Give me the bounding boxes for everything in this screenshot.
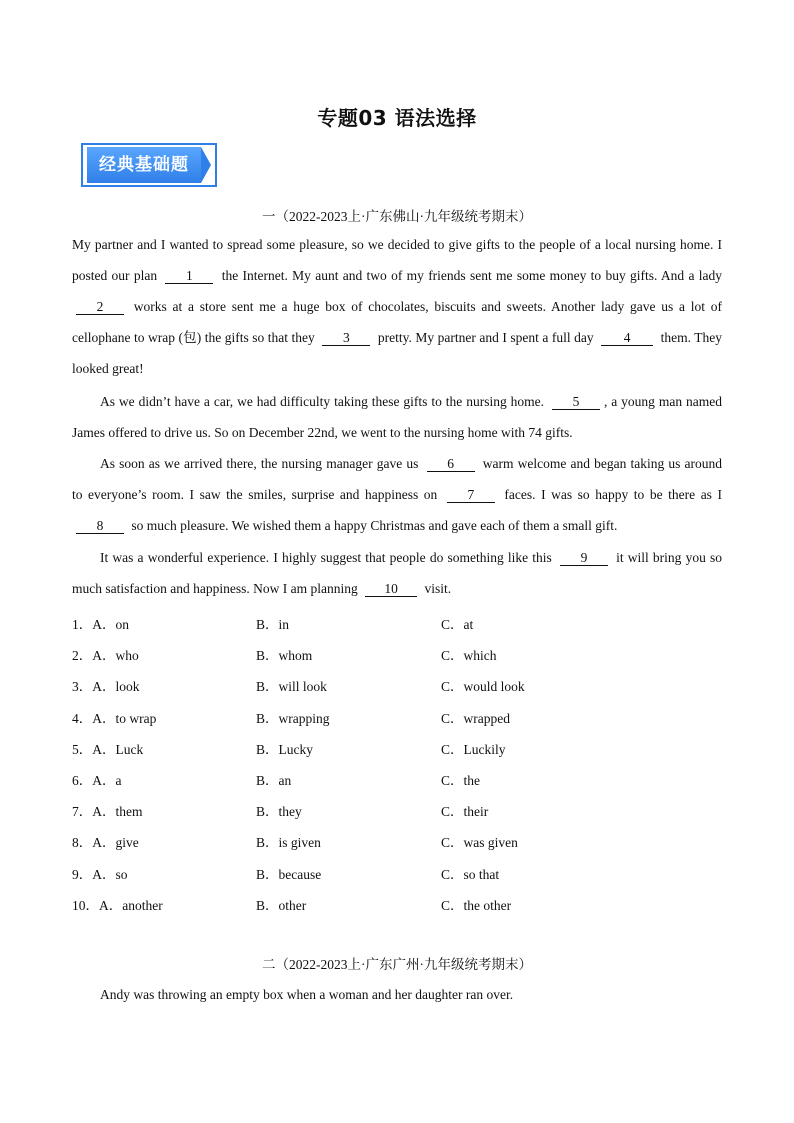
- passage-text: Andy was throwing an empty box when a woman and her daughter ran over.: [100, 987, 514, 1002]
- passage-text: pretty. My partner and I spent a full day: [377, 330, 594, 345]
- banner-arrow: [201, 147, 211, 183]
- banner-label: 经典基础题: [99, 155, 189, 175]
- blank-8[interactable]: 8: [76, 519, 124, 534]
- passage-text: As we didn’t have a car, we had difficulty taking these gifts to the nursing home.: [100, 394, 545, 409]
- passage-paragraph-4: [72, 542, 722, 604]
- option-a[interactable]: 9．A．so: [72, 866, 128, 882]
- option-c[interactable]: C．was given: [441, 835, 518, 851]
- answer-options: [72, 605, 752, 917]
- passage-text: so much pleasure. We wished them a happy Christmas and gave each of them a small gift.: [131, 518, 618, 533]
- question-row: [72, 605, 752, 636]
- option-c[interactable]: C．so that: [441, 866, 500, 882]
- question-row: [72, 667, 752, 698]
- option-b[interactable]: B．because: [256, 866, 322, 882]
- question-row: [72, 823, 752, 854]
- passage-text: faces. I was so happy to be there as I: [504, 487, 722, 502]
- question-row: [72, 730, 752, 761]
- option-b[interactable]: B．is given: [256, 835, 321, 851]
- option-a[interactable]: 4．A．to wrap: [72, 710, 157, 726]
- passage-paragraph-2: [72, 386, 722, 448]
- option-a[interactable]: 3．A．look: [72, 679, 140, 695]
- option-b[interactable]: B．whom: [256, 648, 313, 664]
- blank-7[interactable]: 7: [447, 488, 495, 503]
- option-a[interactable]: 7．A．them: [72, 804, 143, 820]
- option-b[interactable]: B．will look: [256, 679, 327, 695]
- option-b[interactable]: B．wrapping: [256, 710, 330, 726]
- blank-5[interactable]: 5: [552, 395, 600, 410]
- blank-9[interactable]: 9: [560, 551, 608, 566]
- question-row: [72, 886, 752, 917]
- passage-text: it will bring you so much satisfaction and happiness. Now I am planning: [72, 550, 722, 596]
- question-row: [72, 761, 752, 792]
- option-c[interactable]: C．the other: [441, 897, 512, 913]
- option-a[interactable]: 5．A．Luck: [72, 741, 144, 757]
- question-row: [72, 855, 752, 886]
- section-2-heading: 二（2022-2023上·广东广州·九年级统考期末）: [262, 957, 532, 972]
- passage-text: My partner and I wanted to spread some pleasure, so we decided to give gifts to the people of a local nursing home. I posted our plan: [72, 237, 722, 283]
- blank-3[interactable]: 3: [322, 331, 370, 346]
- blank-4[interactable]: 4: [601, 331, 653, 346]
- option-b[interactable]: B．Lucky: [256, 741, 313, 757]
- section-1-heading: 一（2022-2023上·广东佛山·九年级统考期末）: [262, 209, 532, 224]
- option-c[interactable]: C．the: [441, 772, 480, 788]
- passage-text: visit.: [424, 581, 452, 596]
- blank-2[interactable]: 2: [76, 300, 124, 315]
- passage-text: , a young man named James offered to drive us. So on December 22nd, we went to the nursing home with 74 gifts.: [72, 394, 723, 440]
- option-c[interactable]: C．Luckily: [441, 741, 506, 757]
- option-b[interactable]: B．they: [256, 804, 302, 820]
- option-b[interactable]: B．other: [256, 897, 307, 913]
- option-c[interactable]: C．their: [441, 804, 489, 820]
- option-c[interactable]: C．wrapped: [441, 710, 510, 726]
- passage-text: As soon as we arrived there, the nursing manager gave us: [100, 456, 419, 471]
- option-a[interactable]: 8．A．give: [72, 835, 139, 851]
- passage-text: them. They looked great!: [72, 330, 723, 376]
- question-row: [72, 792, 752, 823]
- question-row: [72, 699, 752, 730]
- option-a[interactable]: 6．A．a: [72, 772, 122, 788]
- question-row: [72, 636, 752, 667]
- option-c[interactable]: C．would look: [441, 679, 525, 695]
- option-b[interactable]: B．in: [256, 617, 290, 632]
- option-c[interactable]: C．which: [441, 648, 497, 664]
- option-a[interactable]: 1．A．on: [72, 617, 129, 632]
- page-title: 专题03 语法选择: [317, 106, 477, 130]
- passage-text: warm welcome and began taking us around to everyone’s room. I saw the smiles, surprise and happiness on: [72, 456, 722, 502]
- passage-text: the Internet. My aunt and two of my friends sent me some money to buy gifts. And a lady: [221, 268, 723, 283]
- option-a[interactable]: 10．A．another: [72, 897, 163, 913]
- blank-1[interactable]: 1: [165, 269, 213, 284]
- option-c[interactable]: C．at: [441, 617, 474, 632]
- passage-paragraph-1: [72, 229, 722, 384]
- blank-6[interactable]: 6: [427, 457, 475, 472]
- passage-2-paragraph-1: [72, 979, 722, 1010]
- option-b[interactable]: B．an: [256, 772, 292, 788]
- section-banner: [81, 143, 221, 190]
- passage-text: works at a store sent me a huge box of chocolates, biscuits and sweets. Another lady gave us a lot of cellophane to wrap (包) the gifts so that they: [72, 299, 722, 345]
- option-a[interactable]: 2．A．who: [72, 648, 139, 664]
- passage-paragraph-3: [72, 448, 722, 541]
- blank-10[interactable]: 10: [365, 582, 417, 597]
- passage-text: It was a wonderful experience. I highly suggest that people do something like this: [100, 550, 552, 565]
